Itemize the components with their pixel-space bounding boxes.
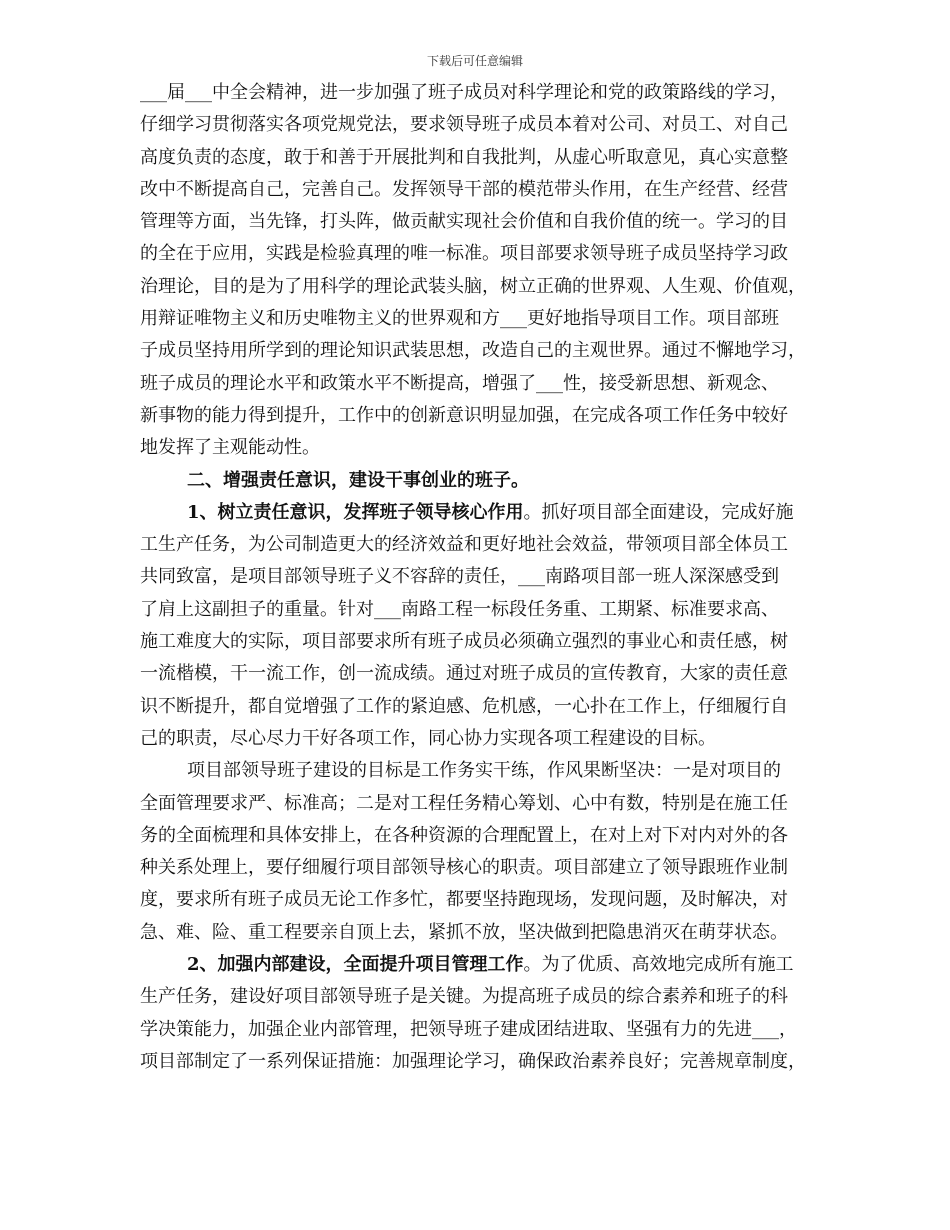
line-text: 度，要求所有班子成员无论工作多忙，都要坚持跑现场，发现问题，及时解决，对: [140, 889, 788, 911]
line-text: 改中不断提高自己，完善自己。发挥领导干部的模范带头作用，在生产经营、经营: [140, 178, 788, 200]
text-line: [140, 465, 822, 497]
text-line: [140, 142, 822, 174]
text-line: [140, 561, 822, 593]
line-text: 识不断提升，都自觉增强了工作的紧迫感、危机感，一心扑在工作上，仔细履行自: [140, 695, 788, 717]
line-text: 学决策能力，加强企业内部管理，把领导班子建成团结进取、坚强有力的先进___，: [140, 1018, 797, 1040]
line-text: 一流楷模，干一流工作，创一流成绩。通过对班子成员的宣传教育，大家的责任意: [140, 663, 788, 685]
line-text: 。抓好项目部全面建设，完成好施: [523, 501, 794, 523]
bold-heading: 2、加强内部建设，全面提升项目管理工作: [187, 954, 524, 976]
line-text: 全面管理要求严、标准高；二是对工程任务精心筹划、心中有数，特别是在施工任: [140, 792, 788, 814]
line-text: 用辩证唯物主义和历史唯物主义的世界观和方___更好地指导项目工作。项目部班: [140, 308, 779, 330]
line-text: 施工难度大的实际，项目部要求所有班子成员必须确立强烈的事业心和责任感，树: [140, 631, 788, 653]
text-line: [140, 820, 822, 852]
line-text: 务的全面梳理和具体安排上，在各种资源的合理配置上，在对上对下对内对外的各: [140, 824, 788, 846]
text-line: [140, 788, 822, 820]
line-text: 项目部领导班子建设的目标是工作务实干练，作风果断坚决：一是对项目的: [187, 760, 781, 782]
line-text: 急、难、险、重工程要亲自顶上去，紧抓不放，坚决做到把隐患消灭在萌芽状态。: [140, 921, 788, 943]
line-text: 治理论，目的是为了用科学的理论武装头脑，树立正确的世界观、人生观、价值观，: [140, 275, 806, 297]
line-text: 管理等方面，当先锋，打头阵，做贡献实现社会价值和自我价值的统一。学习的目: [140, 211, 788, 233]
document-body: [140, 77, 822, 1078]
text-line: [140, 335, 822, 367]
text-line: [140, 981, 822, 1013]
text-line: [140, 755, 822, 787]
text-line: [140, 658, 822, 690]
line-text: 的全在于应用，实践是检验真理的唯一标准。项目部要求领导班子成员坚持学习政: [140, 243, 788, 265]
text-line: [140, 917, 822, 949]
text-line: [140, 238, 822, 270]
text-line: [140, 206, 822, 238]
text-line: [140, 497, 822, 529]
line-text: 地发挥了主观能动性。: [140, 437, 320, 459]
text-line: [140, 691, 822, 723]
line-text: 了肩上这副担子的重量。针对___南路工程一标段任务重、工期紧、标准要求高、: [140, 598, 779, 620]
line-text: 子成员坚持用所学到的理论知识武装思想，改造自己的主观世界。通过不懈地学习，: [140, 340, 806, 362]
bold-heading: 二、增强责任意识，建设干事创业的班子。: [187, 469, 529, 491]
text-line: [140, 432, 822, 464]
text-line: [140, 174, 822, 206]
text-line: [140, 594, 822, 626]
text-line: [140, 949, 822, 981]
line-text: 种关系处理上，要仔细履行项目部领导核心的职责。项目部建立了领导跟班作业制: [140, 857, 788, 879]
text-line: [140, 852, 822, 884]
text-line: [140, 400, 822, 432]
text-line: [140, 884, 822, 916]
text-line: [140, 271, 822, 303]
text-line: [140, 529, 822, 561]
text-line: [140, 1014, 822, 1046]
line-text: 共同致富，是项目部领导班子义不容辞的责任，___南路项目部一班人深深感受到: [140, 566, 779, 588]
line-text: 高度负责的态度，敢于和善于开展批判和自我批判，从虚心听取意见，真心实意整: [140, 146, 788, 168]
line-text: 新事物的能力得到提升，工作中的创新意识明显加强，在完成各项工作任务中较好: [140, 404, 788, 426]
text-line: [140, 368, 822, 400]
bold-heading: 1、树立责任意识，发挥班子领导核心作用: [187, 501, 524, 523]
text-line: [140, 303, 822, 335]
text-line: [140, 626, 822, 658]
line-text: ___届___中全会精神，进一步加强了班子成员对科学理论和党的政策路线的学习，: [140, 82, 788, 103]
line-text: 己的职责，尽心尽力干好各项工作，同心协力实现各项工程建设的目标。: [140, 727, 716, 749]
text-line: [140, 77, 822, 109]
line-text: 项目部制定了一系列保证措施：加强理论学习，确保政治素养良好；完善规章制度，: [140, 1050, 806, 1072]
text-line: [140, 723, 822, 755]
text-line: [140, 1046, 822, 1078]
line-text: 工生产任务，为公司制造更大的经济效益和更好地社会效益，带领项目部全体员工: [140, 534, 788, 556]
line-text: 生产任务，建设好项目部领导班子是关键。为提高班子成员的综合素养和班子的科: [140, 986, 788, 1008]
page-header: 下载后可任意编辑: [426, 54, 523, 68]
line-text: 班子成员的理论水平和政策水平不断提高，增强了___性，接受新思想、新观念、: [140, 372, 779, 394]
line-text: 仔细学习贯彻落实各项党规党法，要求领导班子成员本着对公司、对员工、对自己: [140, 114, 788, 136]
text-line: [140, 109, 822, 141]
line-text: 。为了优质、高效地完成所有施工: [523, 954, 794, 976]
